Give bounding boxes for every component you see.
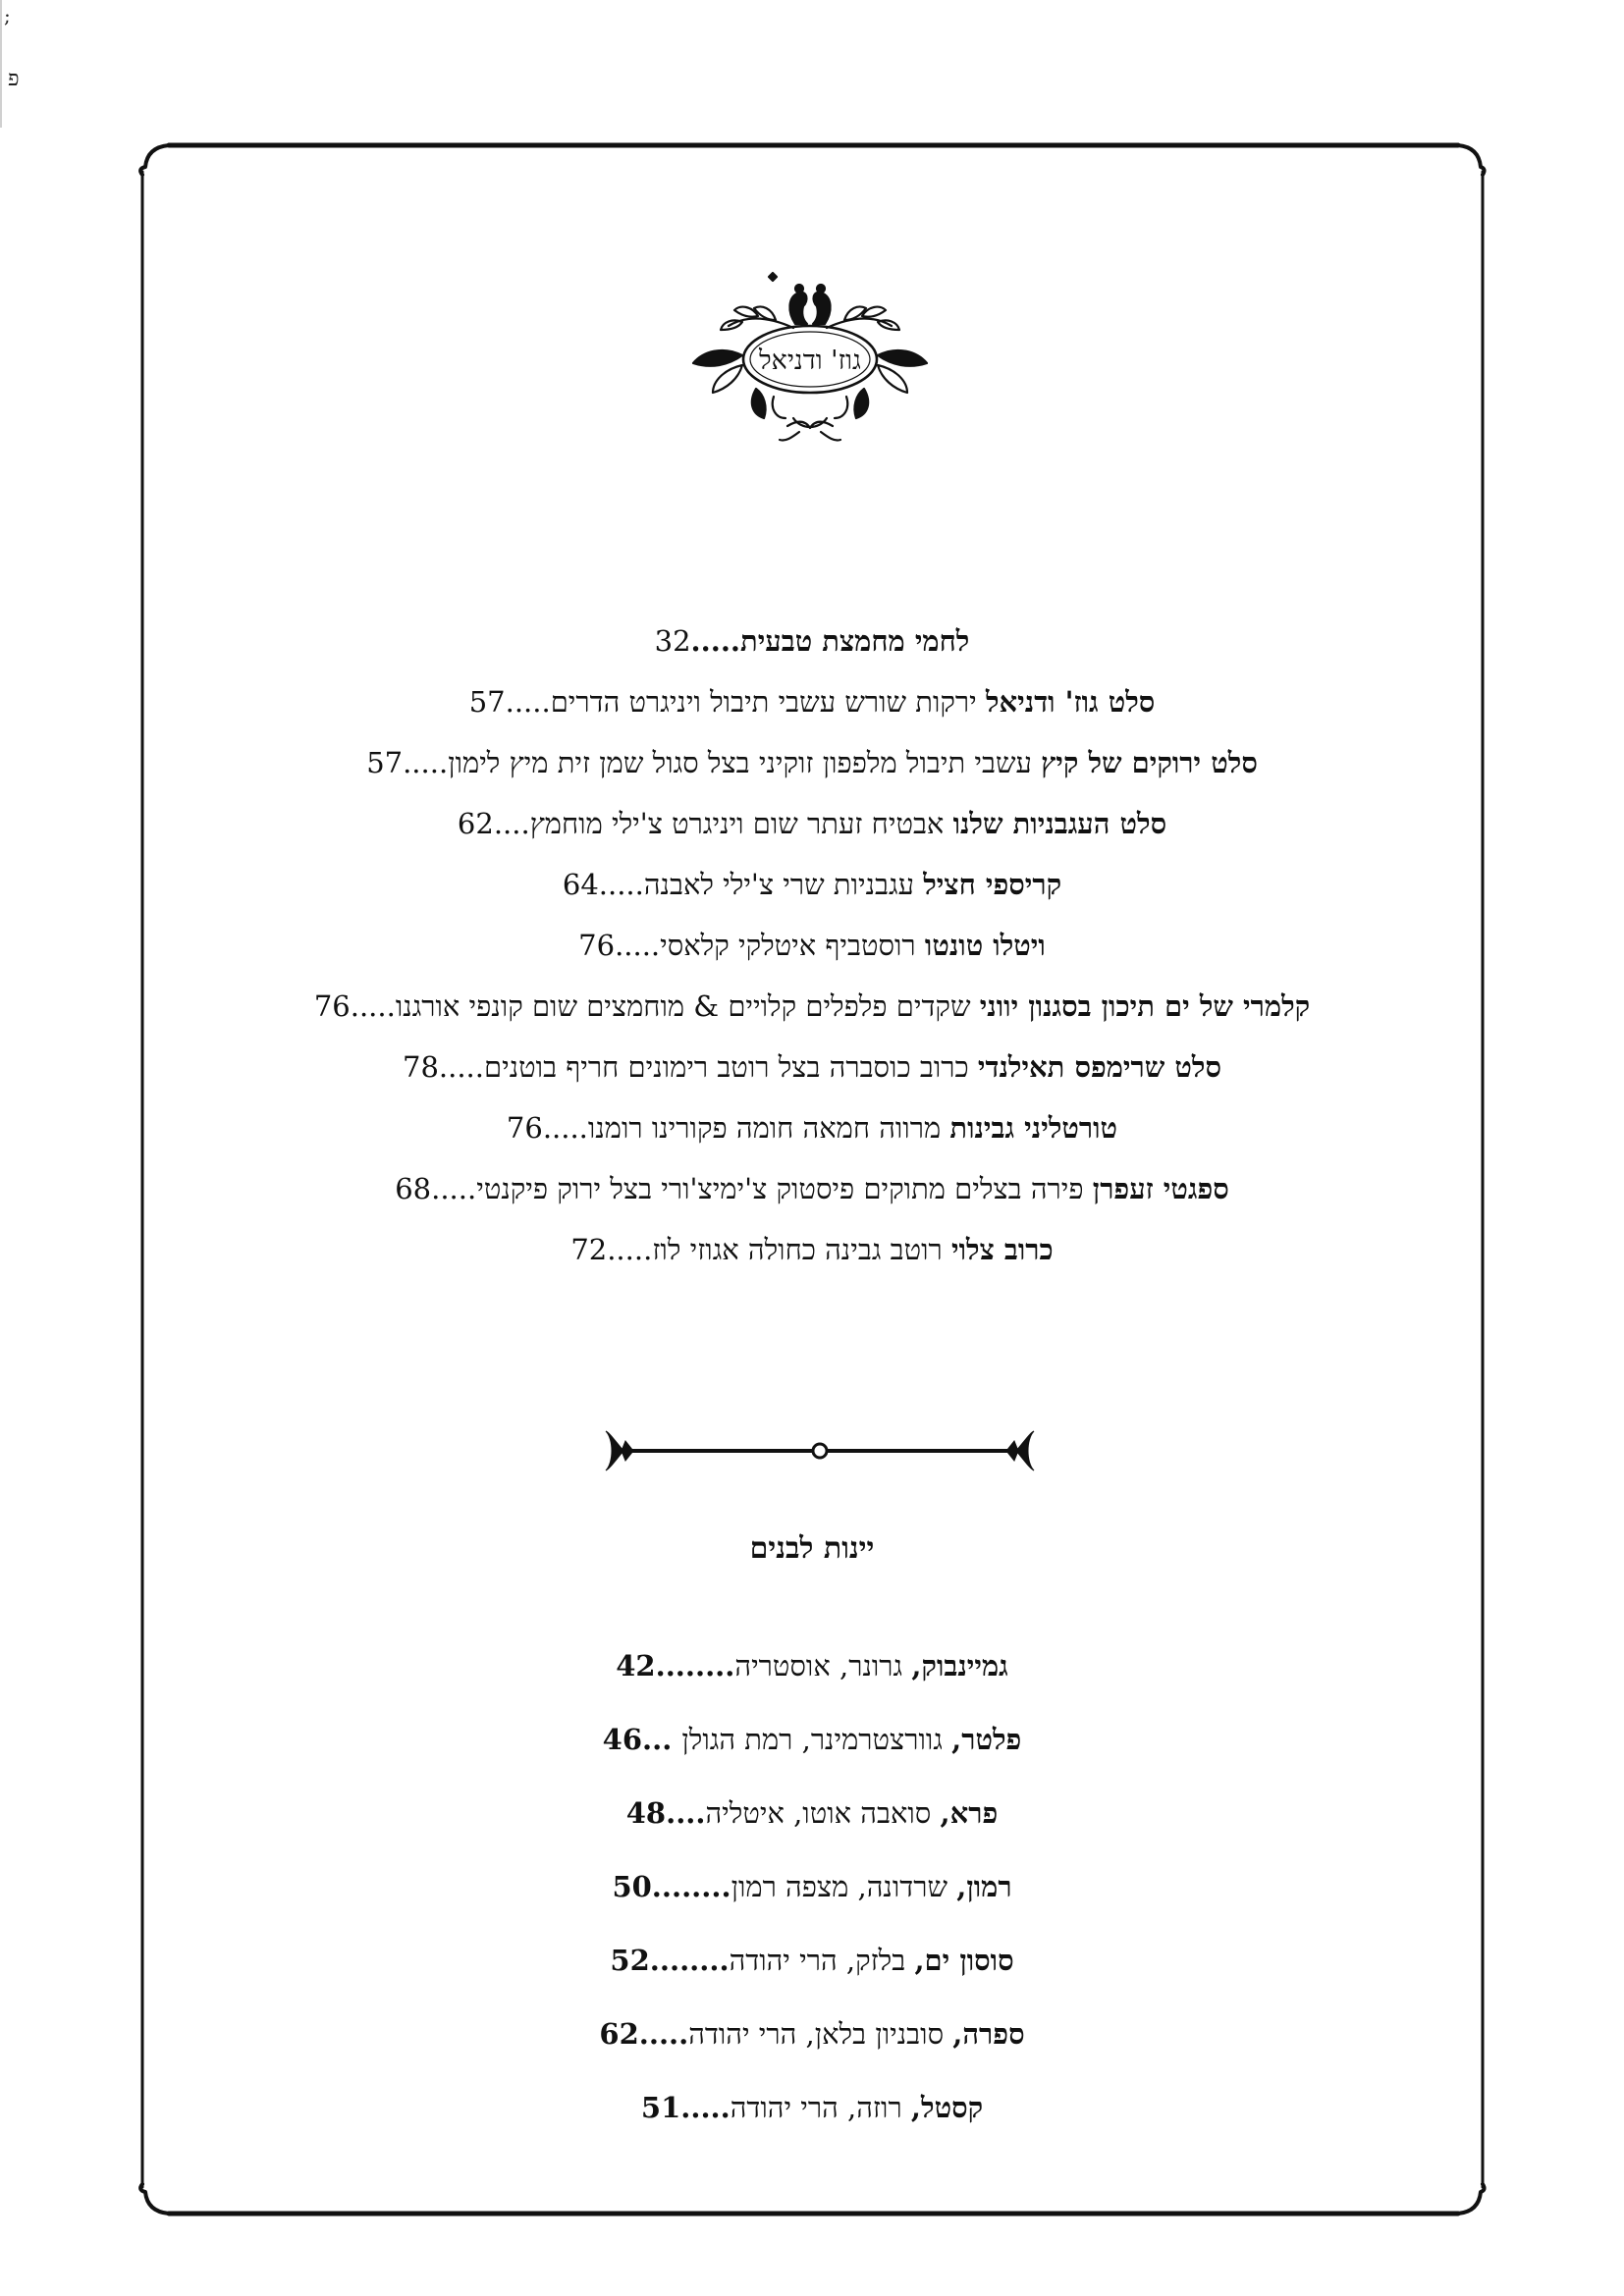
menu-item	[196, 976, 1428, 1037]
wine-producer: סוסון ים,	[914, 1944, 1014, 1977]
dish-dots: .....	[403, 746, 449, 779]
wine-page: 48	[625, 1796, 667, 1830]
dish-description: כרוב כוסברה בצל רוטב רימונים חריף בוטנים	[484, 1050, 969, 1084]
wine-producer: רמון,	[956, 1870, 1012, 1903]
scan-edge-line	[0, 0, 2, 128]
corner-mark-page-letter: פ	[8, 67, 20, 91]
dish-dots: ....	[493, 807, 530, 840]
dish-name: לחמי מחמצת טבעית	[740, 624, 970, 658]
dish-description: רוסטביף איטלקי קלאסי	[660, 929, 916, 962]
dish-dots: .....	[615, 929, 661, 962]
menu-item	[196, 611, 1428, 671]
dish-name: סלט העגבניות שלנו	[952, 807, 1167, 840]
wine-description: בלזק, הרי יהודה	[729, 1944, 906, 1977]
dish-name: כרוב צלוי	[950, 1233, 1054, 1266]
dish-dots: .....	[350, 989, 396, 1023]
wine-producer: ספרה,	[952, 2017, 1025, 2051]
wine-item	[295, 1924, 1329, 1998]
menu-item	[196, 1097, 1428, 1158]
wine-description: גוורצטרמינר, רמת הגולן	[681, 1723, 943, 1756]
dish-name: ספגטי זעפרן	[1092, 1172, 1229, 1205]
menu-list	[196, 611, 1428, 1280]
wine-description: גרונר, אוסטריה	[734, 1649, 903, 1682]
wine-item	[295, 2071, 1329, 2145]
wine-description: סובניון בלאן, הרי יהודה	[688, 2017, 945, 2051]
dish-name: סלט גוז' ודניאל	[985, 685, 1156, 719]
dish-name: ויטלו טונטו	[924, 929, 1046, 962]
wines-section	[295, 1520, 1329, 2145]
dish-dots: .....	[431, 1172, 477, 1205]
dish-description: רוטב גבינה כחולה אגוזי לוז	[652, 1233, 943, 1266]
dish-description: עגבניות שרי צ'ילי לאבנה	[643, 868, 915, 901]
wine-page: 51	[640, 2091, 681, 2124]
dish-page: 76	[506, 1111, 543, 1145]
dish-dots: .....	[438, 1050, 484, 1084]
dish-description: מרווה חמאה חומה פקורינו רומנו	[587, 1111, 942, 1145]
dish-page: 78	[403, 1050, 439, 1084]
dish-page: 57	[366, 746, 404, 779]
wine-list	[295, 1629, 1329, 2145]
dish-description: עשבי תיבול מלפפון זוקיני בצל סגול שמן זית מיץ לימון	[448, 746, 1032, 779]
dish-page: 76	[578, 929, 616, 962]
dish-page: 57	[468, 685, 506, 719]
dish-dots: .....	[607, 1233, 653, 1266]
menu-item	[196, 732, 1428, 793]
wine-description: שרדונה, מצפה רמון	[731, 1870, 947, 1903]
dish-name: קריספי חציל	[923, 868, 1062, 901]
dish-description: שקדים פלפלים קלויים & מוחמצים שום קונפי אורגנו	[395, 989, 971, 1023]
wine-dots: ........	[649, 1944, 730, 1977]
wine-item	[295, 1703, 1329, 1777]
menu-item	[196, 1219, 1428, 1280]
wine-dots: ........	[651, 1870, 731, 1903]
menu-item	[196, 1158, 1428, 1219]
menu-item	[196, 671, 1428, 732]
wine-producer: גמיינבוק,	[911, 1649, 1008, 1682]
wine-producer: קסטל,	[910, 2091, 984, 2124]
wine-dots: ....	[666, 1796, 706, 1830]
wine-page: 52	[610, 1944, 650, 1977]
menu-item	[196, 915, 1428, 976]
wine-dots: .....	[638, 2017, 689, 2051]
menu-item	[196, 793, 1428, 854]
dish-page: 76	[313, 989, 351, 1023]
wine-page: 42	[616, 1649, 656, 1682]
dish-page: 72	[570, 1233, 608, 1266]
dish-dots: .....	[690, 624, 741, 658]
dish-dots: .....	[505, 685, 551, 719]
wine-item	[295, 1629, 1329, 1703]
dish-page: 62	[457, 807, 494, 840]
dish-dots: .....	[542, 1111, 588, 1145]
dish-name: סלט ירוקים של קיץ	[1041, 746, 1258, 779]
dish-description: אבטיח זעתר שום ויניגרט צ'ילי מוחמץ	[529, 807, 945, 840]
wine-dots: ........	[655, 1649, 735, 1682]
dish-name: קלמרי של ים תיכון בסגנון יווני	[979, 989, 1311, 1023]
dish-dots: .....	[598, 868, 644, 901]
wine-item	[295, 1850, 1329, 1924]
dish-page: 68	[395, 1172, 432, 1205]
dish-page: 32	[654, 624, 691, 658]
wine-page: 46	[602, 1723, 643, 1756]
dish-name: סלט שרימפס תאילנדי	[977, 1050, 1221, 1084]
dish-name: טורטליני גבינות	[949, 1111, 1118, 1145]
dish-page: 64	[562, 868, 599, 901]
corner-mark-top: ;	[4, 4, 11, 27]
wine-page: 50	[612, 1870, 652, 1903]
wine-dots: .....	[680, 2091, 731, 2124]
restaurant-logo-emblem	[677, 253, 943, 450]
wine-item	[295, 1777, 1329, 1850]
wine-description: סואבה אוטו, איטליה	[705, 1796, 932, 1830]
wine-producer: פרא,	[940, 1796, 999, 1830]
menu-item	[196, 1037, 1428, 1097]
dish-description: פירה בצלים מתוקים פיסטוק צ'ימיצ'ורי בצל ירוק פיקנטי	[476, 1172, 1084, 1205]
wine-producer: פלטר,	[951, 1723, 1022, 1756]
wine-item	[295, 1998, 1329, 2071]
wine-dots: ...	[642, 1723, 682, 1756]
ornamental-divider	[604, 1425, 1036, 1476]
menu-item	[196, 854, 1428, 915]
section-title: יינות לבנים	[749, 1531, 875, 1566]
logo-text: גוז' ודניאל	[759, 346, 861, 376]
wine-page: 62	[599, 2017, 639, 2051]
wine-description: רוזה, הרי יהודה	[730, 2091, 902, 2124]
dish-description: ירקות שורש עשבי תיבול ויניגרט הדרים	[550, 685, 977, 719]
